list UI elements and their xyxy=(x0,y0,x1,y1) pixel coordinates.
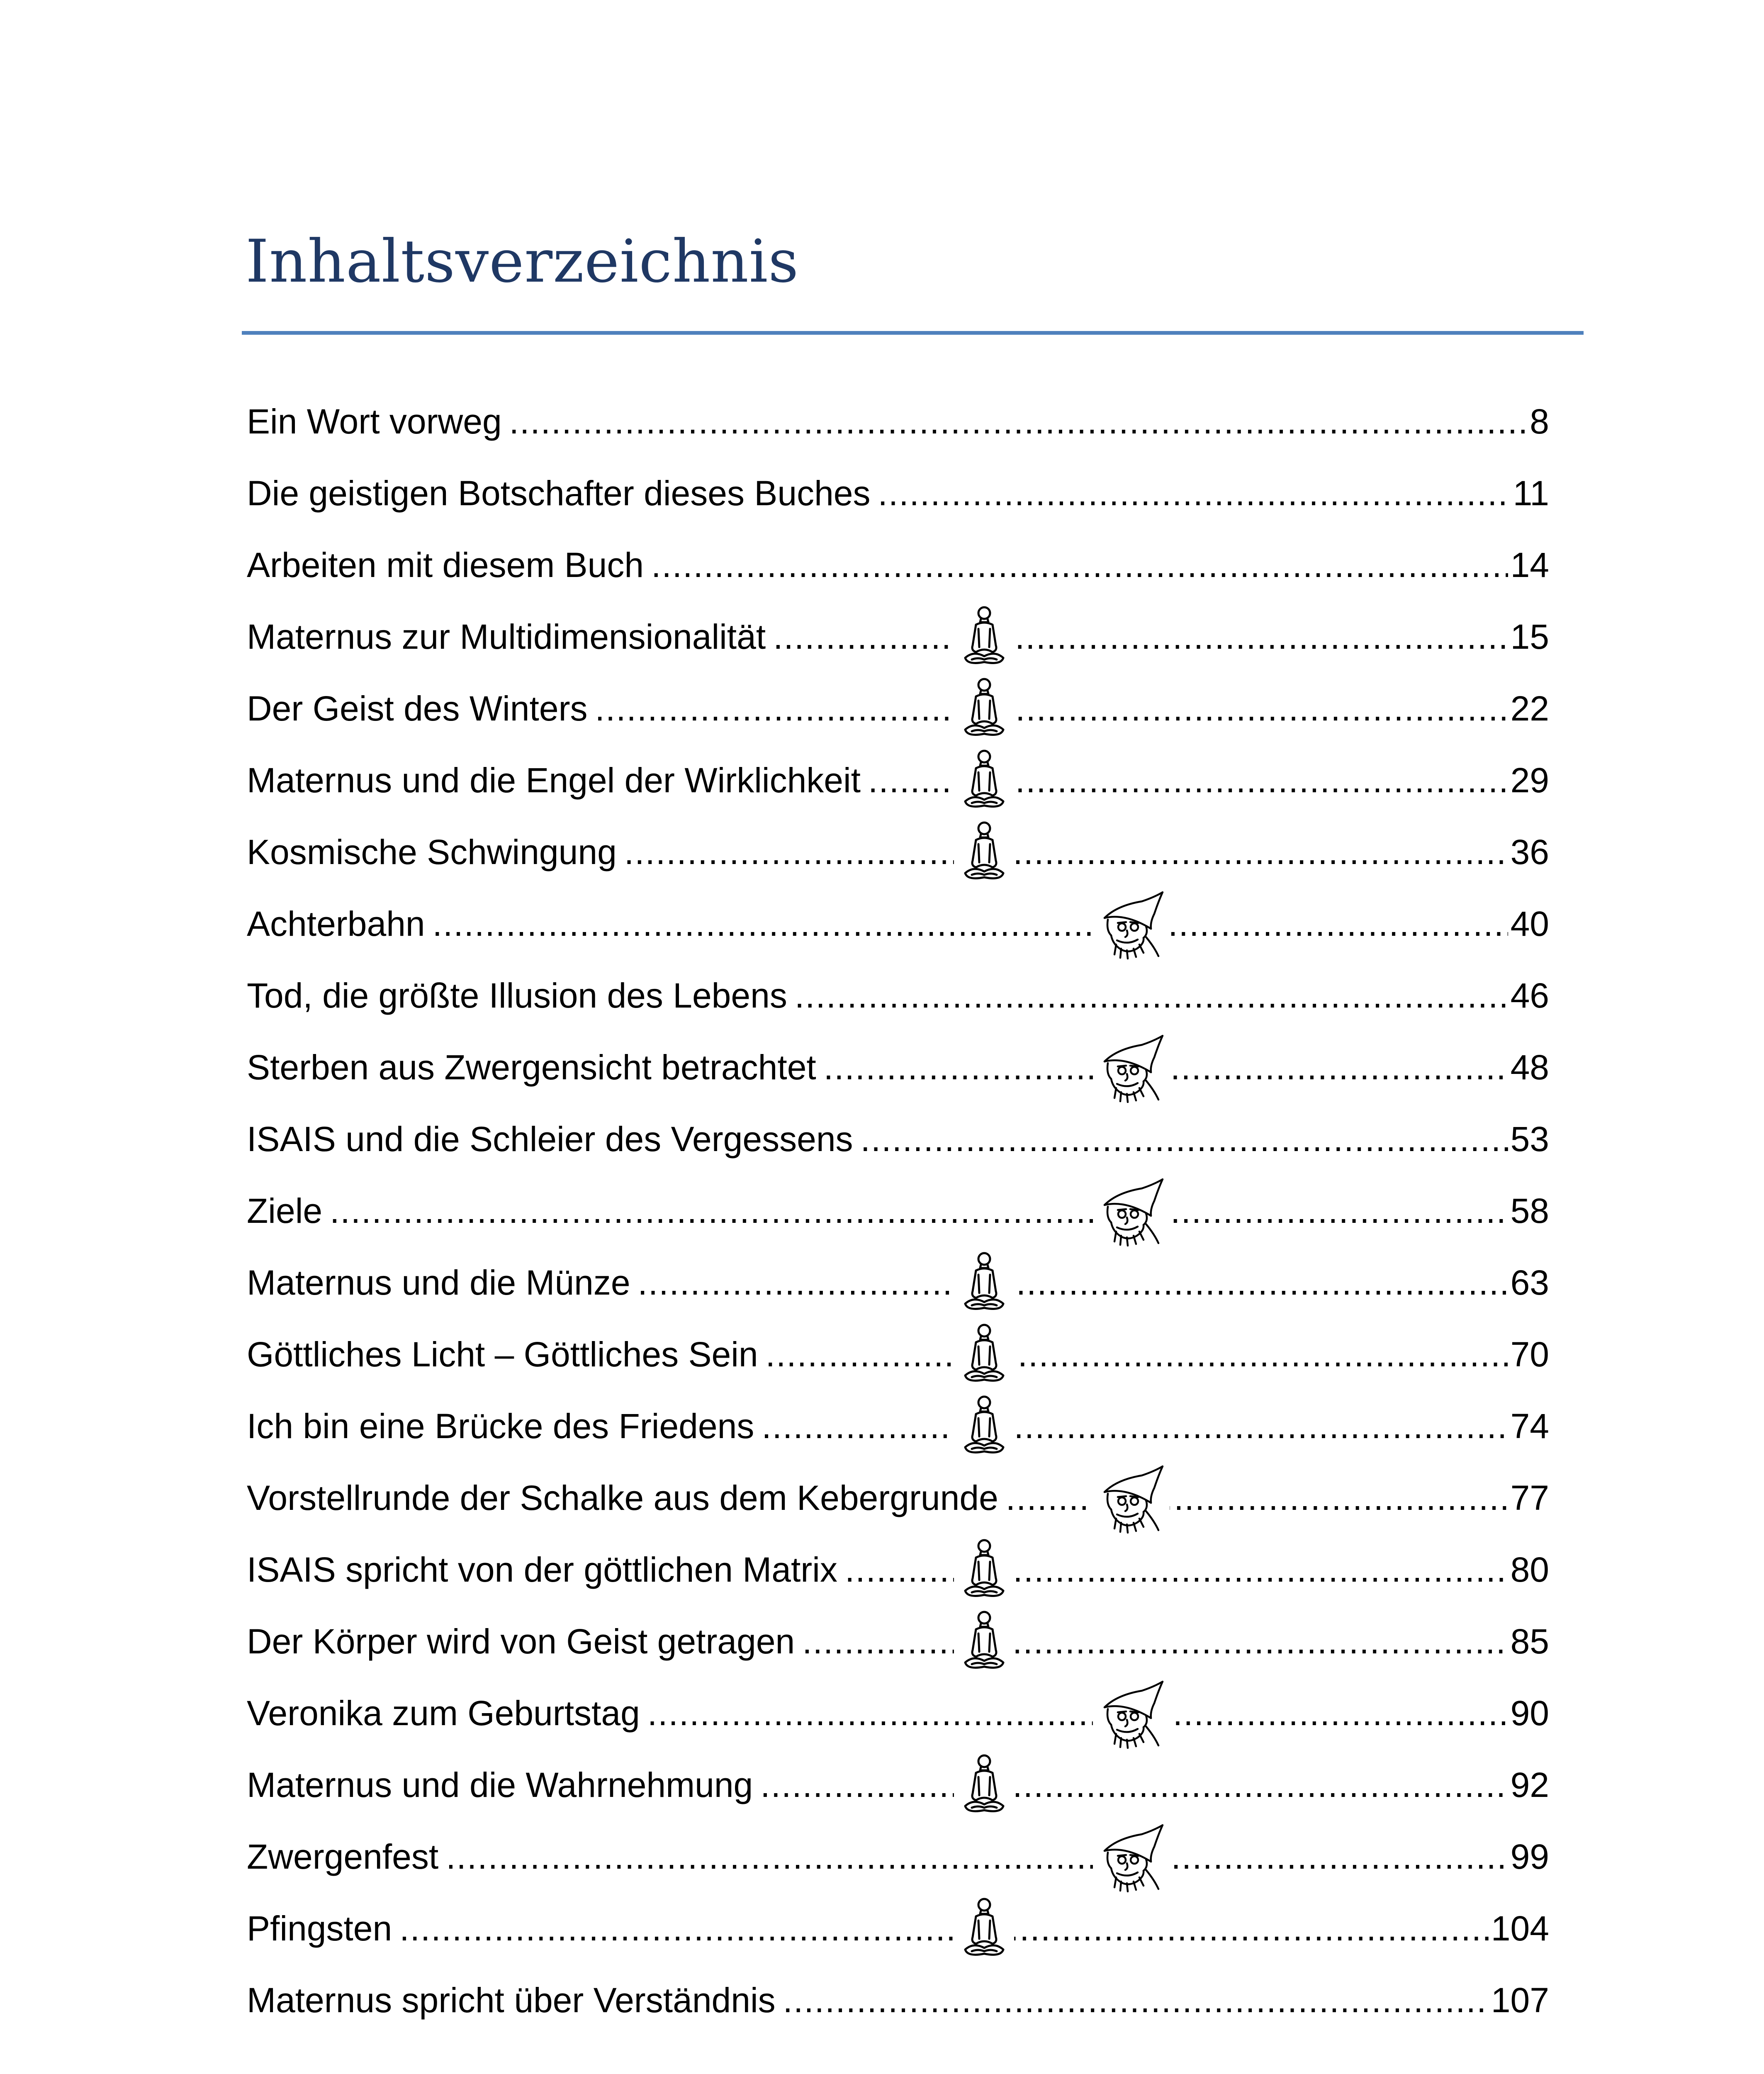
meditating-figure-icon xyxy=(954,1749,1014,1821)
page-title: Inhaltsverzeichnis xyxy=(246,227,799,296)
meditating-figure-icon xyxy=(954,1606,1014,1677)
toc-entry[interactable] xyxy=(247,1247,1549,1319)
toc-entry[interactable] xyxy=(247,816,1549,888)
toc-entry-page-number: 48 xyxy=(1510,1048,1549,1087)
toc-entry[interactable] xyxy=(247,888,1549,960)
toc-entry[interactable] xyxy=(247,1462,1549,1534)
toc-entry-page-number: 46 xyxy=(1510,976,1549,1015)
toc-entry[interactable] xyxy=(247,960,1549,1032)
toc-entry-title: Maternus spricht über Verständnis xyxy=(247,1981,776,2020)
dwarf-face-icon xyxy=(1093,1032,1170,1103)
dwarf-face-icon xyxy=(1093,1462,1170,1534)
toc-entry-title: Vorstellrunde der Schalke aus dem Kebergrunde xyxy=(247,1478,998,1517)
toc-entry-title: Achterbahn xyxy=(247,904,425,943)
toc-entry-title: Kosmische Schwingung xyxy=(247,833,617,871)
toc-entry-page-number: 8 xyxy=(1530,402,1549,441)
toc-entry-title: Ziele xyxy=(247,1191,323,1230)
dot-leader xyxy=(595,673,1508,745)
dot-leader xyxy=(1006,1462,1508,1534)
toc-entry-title: ISAIS spricht von der göttlichen Matrix xyxy=(247,1550,837,1589)
toc-entry-title: Die geistigen Botschafter dieses Buches xyxy=(247,474,871,513)
toc-entry-title: Sterben aus Zwergensicht betrachtet xyxy=(247,1048,816,1087)
dot-leader xyxy=(802,1606,1508,1677)
toc-entry-title: Maternus und die Engel der Wirklichkeit xyxy=(247,761,861,800)
toc-entry-title: Maternus und die Wahrnehmung xyxy=(247,1765,753,1804)
dot-leader xyxy=(773,601,1508,673)
toc-entry-page-number: 58 xyxy=(1510,1191,1549,1230)
dot-leader xyxy=(760,1749,1508,1821)
toc-entry[interactable] xyxy=(247,1032,1549,1103)
toc-entry[interactable] xyxy=(247,1103,1549,1175)
toc-entry-title: Veronika zum Geburtstag xyxy=(247,1694,640,1733)
toc-entry[interactable] xyxy=(247,745,1549,816)
toc-entry-page-number: 90 xyxy=(1510,1694,1549,1733)
toc-entry-title: Zwergenfest xyxy=(247,1837,439,1876)
toc-entry[interactable] xyxy=(247,1534,1549,1606)
toc-entry-page-number: 53 xyxy=(1510,1120,1549,1159)
toc-entry-page-number: 85 xyxy=(1510,1622,1549,1661)
table-of-contents xyxy=(247,386,1549,2036)
toc-entry[interactable] xyxy=(247,1677,1549,1749)
dot-leader xyxy=(647,1677,1508,1749)
toc-entry-page-number: 22 xyxy=(1510,689,1549,728)
toc-entry-page-number: 92 xyxy=(1510,1765,1549,1804)
toc-entry-page-number: 74 xyxy=(1510,1407,1549,1446)
dwarf-face-icon xyxy=(1093,888,1170,960)
toc-entry-page-number: 99 xyxy=(1510,1837,1549,1876)
dot-leader xyxy=(766,1319,1508,1390)
dot-leader xyxy=(330,1175,1508,1247)
toc-entry-page-number: 77 xyxy=(1510,1478,1549,1517)
dot-leader xyxy=(509,386,1528,458)
meditating-figure-icon xyxy=(954,1893,1014,1964)
title-divider xyxy=(242,331,1584,335)
toc-entry-page-number: 29 xyxy=(1510,761,1549,800)
toc-entry-title: Arbeiten mit diesem Buch xyxy=(247,545,644,584)
toc-entry-page-number: 80 xyxy=(1510,1550,1549,1589)
toc-entry-title: Göttliches Licht – Göttliches Sein xyxy=(247,1335,758,1374)
toc-entry[interactable] xyxy=(247,386,1549,458)
dwarf-face-icon xyxy=(1093,1821,1170,1893)
dot-leader xyxy=(795,960,1508,1032)
toc-entry-page-number: 36 xyxy=(1510,833,1549,871)
toc-entry-page-number: 11 xyxy=(1513,474,1549,513)
toc-entry-page-number: 70 xyxy=(1510,1335,1549,1374)
dot-leader xyxy=(446,1821,1508,1893)
toc-entry[interactable] xyxy=(247,1749,1549,1821)
toc-entry-title: Tod, die größte Illusion des Lebens xyxy=(247,976,787,1015)
toc-entry[interactable] xyxy=(247,1606,1549,1677)
meditating-figure-icon xyxy=(954,601,1014,673)
dot-leader xyxy=(762,1390,1508,1462)
toc-entry-page-number: 63 xyxy=(1510,1263,1549,1302)
meditating-figure-icon xyxy=(954,1534,1014,1606)
dot-leader xyxy=(845,1534,1508,1606)
dot-leader xyxy=(638,1247,1508,1319)
toc-entry-page-number: 14 xyxy=(1510,545,1549,584)
toc-entry[interactable] xyxy=(247,1319,1549,1390)
toc-entry-title: Pfingsten xyxy=(247,1909,392,1948)
toc-entry[interactable] xyxy=(247,1964,1549,2036)
meditating-figure-icon xyxy=(954,745,1014,816)
dot-leader xyxy=(878,458,1511,529)
toc-entry-title: ISAIS und die Schleier des Vergessens xyxy=(247,1120,853,1159)
dot-leader xyxy=(433,888,1508,960)
toc-entry[interactable] xyxy=(247,601,1549,673)
toc-entry[interactable] xyxy=(247,1893,1549,1964)
dot-leader xyxy=(399,1893,1489,1964)
toc-entry[interactable] xyxy=(247,1175,1549,1247)
dot-leader xyxy=(651,529,1508,601)
dwarf-face-icon xyxy=(1093,1677,1170,1749)
dot-leader xyxy=(624,816,1508,888)
toc-entry[interactable] xyxy=(247,673,1549,745)
meditating-figure-icon xyxy=(954,673,1014,745)
meditating-figure-icon xyxy=(954,1390,1014,1462)
toc-entry[interactable] xyxy=(247,529,1549,601)
toc-entry-page-number: 107 xyxy=(1491,1981,1549,2020)
dot-leader xyxy=(783,1964,1489,2036)
toc-entry-title: Maternus zur Multidimensionalität xyxy=(247,617,766,656)
toc-entry-title: Maternus und die Münze xyxy=(247,1263,630,1302)
toc-entry-page-number: 40 xyxy=(1510,904,1549,943)
toc-entry-page-number: 104 xyxy=(1491,1909,1549,1948)
dwarf-face-icon xyxy=(1093,1175,1170,1247)
toc-entry-title: Der Körper wird von Geist getragen xyxy=(247,1622,795,1661)
toc-entry[interactable] xyxy=(247,1821,1549,1893)
toc-entry-page-number: 15 xyxy=(1510,617,1549,656)
meditating-figure-icon xyxy=(954,1319,1014,1390)
toc-entry[interactable] xyxy=(247,1390,1549,1462)
meditating-figure-icon xyxy=(954,1247,1014,1319)
toc-entry-title: Ein Wort vorweg xyxy=(247,402,502,441)
toc-entry-title: Der Geist des Winters xyxy=(247,689,588,728)
dot-leader xyxy=(861,1103,1508,1175)
toc-entry[interactable] xyxy=(247,458,1549,529)
meditating-figure-icon xyxy=(954,816,1014,888)
toc-entry-title: Ich bin eine Brücke des Friedens xyxy=(247,1407,754,1446)
